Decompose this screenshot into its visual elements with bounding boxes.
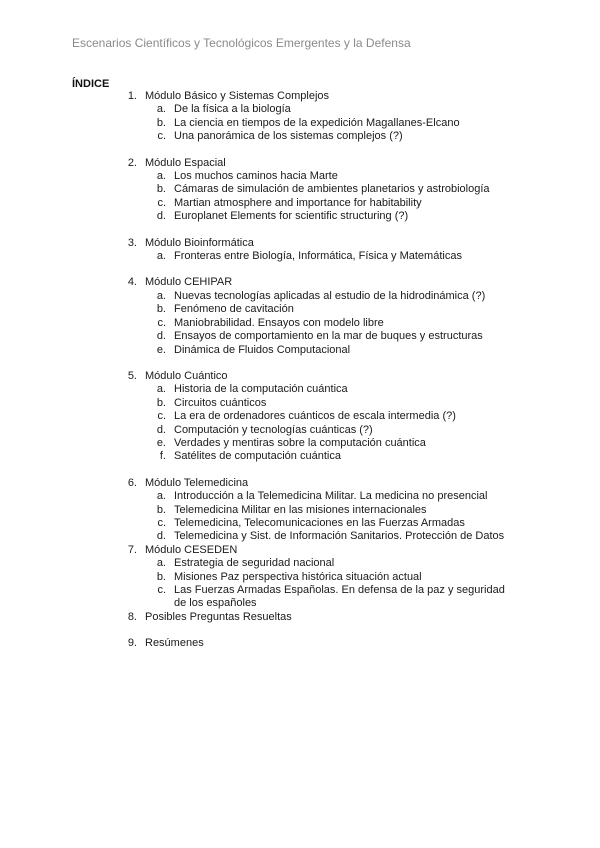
toc-item: Una panorámica de los sistemas complejos (?) <box>174 130 403 143</box>
toc-module <box>0 237 600 264</box>
toc-item: Fronteras entre Biología, Informática, Física y Matemáticas <box>174 250 462 263</box>
item-letter: a. <box>156 103 166 116</box>
item-letter: b. <box>156 303 166 316</box>
toc-item: Verdades y mentiras sobre la computación cuántica <box>174 436 426 449</box>
toc-module <box>0 637 600 650</box>
item-letter: b. <box>156 116 166 129</box>
toc-item: Europlanet Elements for scientific structuring (?) <box>174 210 409 223</box>
item-letter: c. <box>157 130 166 143</box>
item-letter: c. <box>157 584 166 596</box>
item-letter: c. <box>157 516 166 529</box>
toc-module <box>0 157 600 224</box>
module-number: 4. <box>127 276 137 289</box>
module-title: Posibles Preguntas Resueltas <box>145 610 292 623</box>
item-letter: a. <box>156 250 166 263</box>
item-letter: e. <box>156 436 166 449</box>
toc-item: Circuitos cuánticos <box>174 396 267 409</box>
item-letter: c. <box>157 316 166 329</box>
item-letter: a. <box>156 170 166 183</box>
module-number: 1. <box>127 90 137 102</box>
item-letter: b. <box>156 570 166 583</box>
toc-item: Misiones Paz perspectiva histórica situación actual <box>174 570 422 583</box>
module-title: Resúmenes <box>145 637 204 650</box>
toc-item: Fenómeno de cavitación <box>174 303 294 316</box>
item-letter: b. <box>156 183 166 196</box>
toc-item: Satélites de computación cuántica <box>174 450 341 463</box>
toc-module <box>0 477 600 544</box>
item-letter: a. <box>156 490 166 503</box>
module-title: Módulo CESEDEN <box>145 543 238 556</box>
toc-item: Nuevas tecnologías aplicadas al estudio de la hidrodinámica (?) <box>174 289 486 302</box>
toc-item: De la física a la biología <box>174 103 291 116</box>
module-title: Módulo Cuántico <box>145 369 228 382</box>
item-letter: c. <box>157 196 166 209</box>
document-header: Escenarios Científicos y Tecnológicos Emergentes y la Defensa <box>72 36 411 50</box>
toc-item: La ciencia en tiempos de la expedición Magallanes-Elcano <box>174 116 460 129</box>
toc-item: Introducción a la Telemedicina Militar. La medicina no presencial <box>174 490 488 503</box>
toc-item: Cámaras de simulación de ambientes planetarios y astrobiología <box>174 183 490 196</box>
toc-module <box>0 370 600 464</box>
item-letter: d. <box>156 210 166 223</box>
toc-item: Telemedicina Militar en las misiones internacionales <box>174 503 427 516</box>
toc-item: Las Fuerzas Armadas Españolas. En defensa de la paz y seguridad de los españoles <box>174 584 505 610</box>
toc-item: Ensayos de comportamiento en la mar de buques y estructuras <box>174 330 483 343</box>
item-letter: b. <box>156 503 166 516</box>
toc-item: Historia de la computación cuántica <box>174 383 348 396</box>
module-title: Módulo Bioinformática <box>145 236 254 249</box>
module-number: 5. <box>127 369 137 382</box>
toc-module <box>0 544 600 611</box>
module-title: Módulo CEHIPAR <box>145 276 233 289</box>
toc-module <box>0 90 600 144</box>
module-number: 7. <box>127 543 137 556</box>
module-number: 2. <box>127 156 137 169</box>
toc-module <box>0 276 600 356</box>
toc-item: Martian atmosphere and importance for habitability <box>174 196 422 209</box>
module-title: Módulo Básico y Sistemas Complejos <box>145 90 330 102</box>
item-letter: e. <box>156 343 166 356</box>
item-letter: b. <box>156 396 166 409</box>
module-number: 3. <box>127 236 137 249</box>
item-letter: a. <box>156 383 166 396</box>
item-letter: a. <box>156 289 166 302</box>
toc-item: Telemedicina y Sist. de Información Sanitarios. Protección de Datos <box>174 530 505 543</box>
toc-item: Los muchos caminos hacia Marte <box>174 170 338 183</box>
toc-item: La era de ordenadores cuánticos de escala intermedia (?) <box>174 410 456 423</box>
item-letter: d. <box>156 423 166 436</box>
table-of-contents <box>0 90 600 664</box>
toc-item: Dinámica de Fluidos Computacional <box>174 343 351 356</box>
item-letter: d. <box>156 330 166 343</box>
item-letter: c. <box>157 410 166 423</box>
toc-item: Computación y tecnologías cuánticas (?) <box>174 423 373 436</box>
toc-module <box>0 611 600 624</box>
module-title: Módulo Espacial <box>145 156 226 169</box>
module-title: Módulo Telemedicina <box>145 476 249 489</box>
toc-title: ÍNDICE <box>72 78 110 90</box>
item-letter: f. <box>159 450 166 463</box>
toc-item: Estrategia de seguridad nacional <box>174 557 335 570</box>
module-number: 6. <box>127 476 137 489</box>
item-letter: a. <box>156 557 166 570</box>
toc-item: Maniobrabilidad. Ensayos con modelo libre <box>174 316 384 329</box>
toc-item: Telemedicina, Telecomunicaciones en las Fuerzas Armadas <box>174 516 465 529</box>
module-number: 9. <box>127 637 137 650</box>
item-letter: d. <box>156 530 166 543</box>
module-number: 8. <box>127 610 137 623</box>
